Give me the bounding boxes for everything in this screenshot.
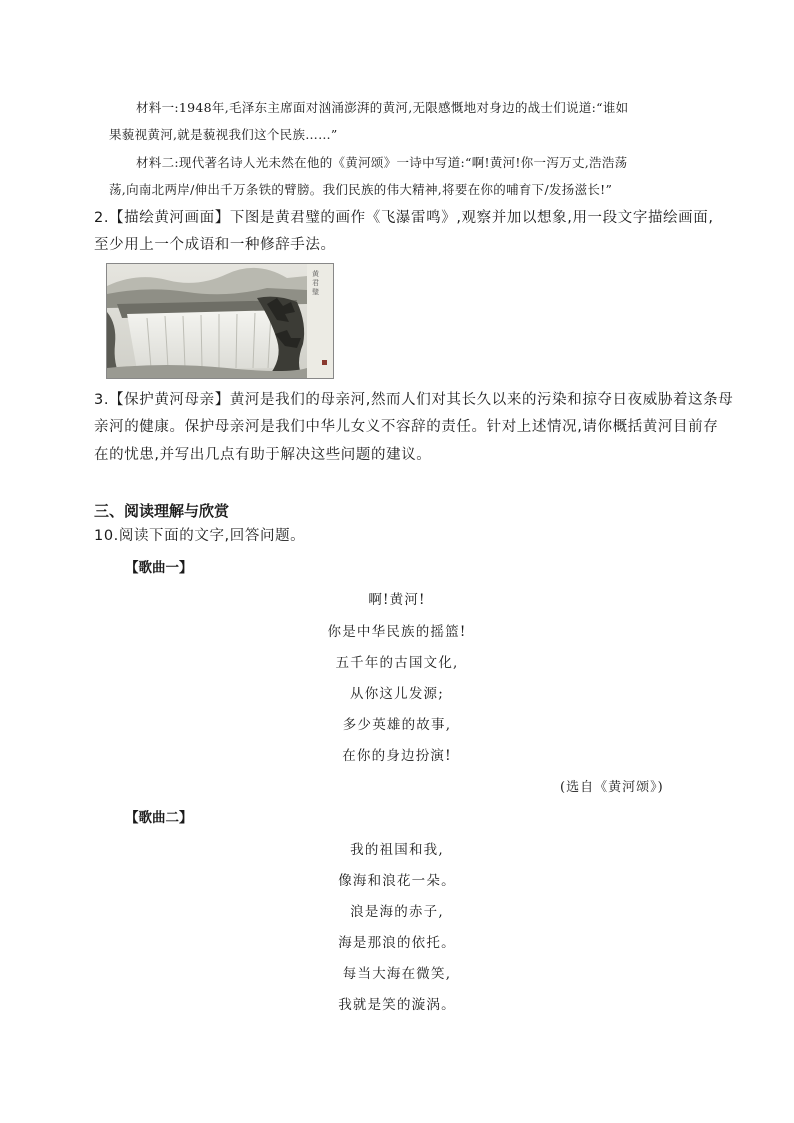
song-2-label: 【歌曲二】	[125, 810, 193, 826]
material-2-line-1: 材料二:现代著名诗人光未然在他的《黄河颂》一诗中写道:“啊!黄河!你一泻万丈,浩浩荡	[136, 155, 628, 170]
song-1-line-6: 在你的身边扮演!	[342, 748, 452, 764]
song-2-line-3: 浪是海的赤子,	[350, 904, 444, 920]
song-2-line-4: 海是那浪的依托。	[338, 935, 456, 951]
question-3-line-1: 3.【保护黄河母亲】黄河是我们的母亲河,然而人们对其长久以来的污染和掠夺日夜威胁着这条母	[94, 392, 734, 408]
question-3-line-3: 在的忧患,并写出几点有助于解决这些问题的建议。	[94, 447, 432, 463]
waterfall-painting-image	[107, 264, 333, 378]
song-1-line-2: 你是中华民族的摇篮!	[327, 624, 467, 640]
song-1-line-3: 五千年的古国文化,	[335, 655, 459, 671]
material-1-line-1: 材料一:1948年,毛泽东主席面对汹涌澎湃的黄河,无限感慨地对身边的战士们说道:“谁如	[136, 100, 629, 115]
song-1-source: (选自《黄河颂》)	[560, 780, 664, 795]
waterfall-painting	[106, 263, 334, 379]
material-1-line-2: 果藐视黄河,就是藐视我们这个民族……”	[109, 127, 338, 142]
song-2-line-2: 像海和浪花一朵。	[338, 873, 456, 889]
material-2-line-2: 荡,向南北两岸/伸出千万条铁的臂膀。我们民族的伟大精神,将要在你的哺育下/发扬滋长!”	[109, 182, 613, 197]
question-3-line-2: 亲河的健康。保护母亲河是我们中华儿女义不容辞的责任。针对上述情况,请你概括黄河目前存	[94, 419, 719, 435]
song-1-label: 【歌曲一】	[125, 560, 193, 576]
song-2-line-1: 我的祖国和我,	[350, 842, 444, 858]
question-2-line-2: 至少用上一个成语和一种修辞手法。	[94, 237, 336, 253]
question-2-line-1: 2.【描绘黄河画面】下图是黄君璧的画作《飞瀑雷鸣》,观察并加以想象,用一段文字描绘画面,	[94, 210, 714, 226]
section-3-heading: 三、阅读理解与欣赏	[94, 502, 230, 520]
song-1-line-5: 多少英雄的故事,	[342, 717, 452, 733]
song-2-line-5: 每当大海在微笑,	[342, 966, 452, 982]
song-1-line-1: 啊!黄河!	[368, 592, 426, 608]
song-1-line-4: 从你这儿发源;	[350, 686, 444, 702]
song-2-line-6: 我就是笑的漩涡。	[338, 997, 456, 1013]
question-10-prompt: 10.阅读下面的文字,回答问题。	[94, 528, 306, 544]
painting-inscription: 黄君璧	[312, 270, 319, 296]
